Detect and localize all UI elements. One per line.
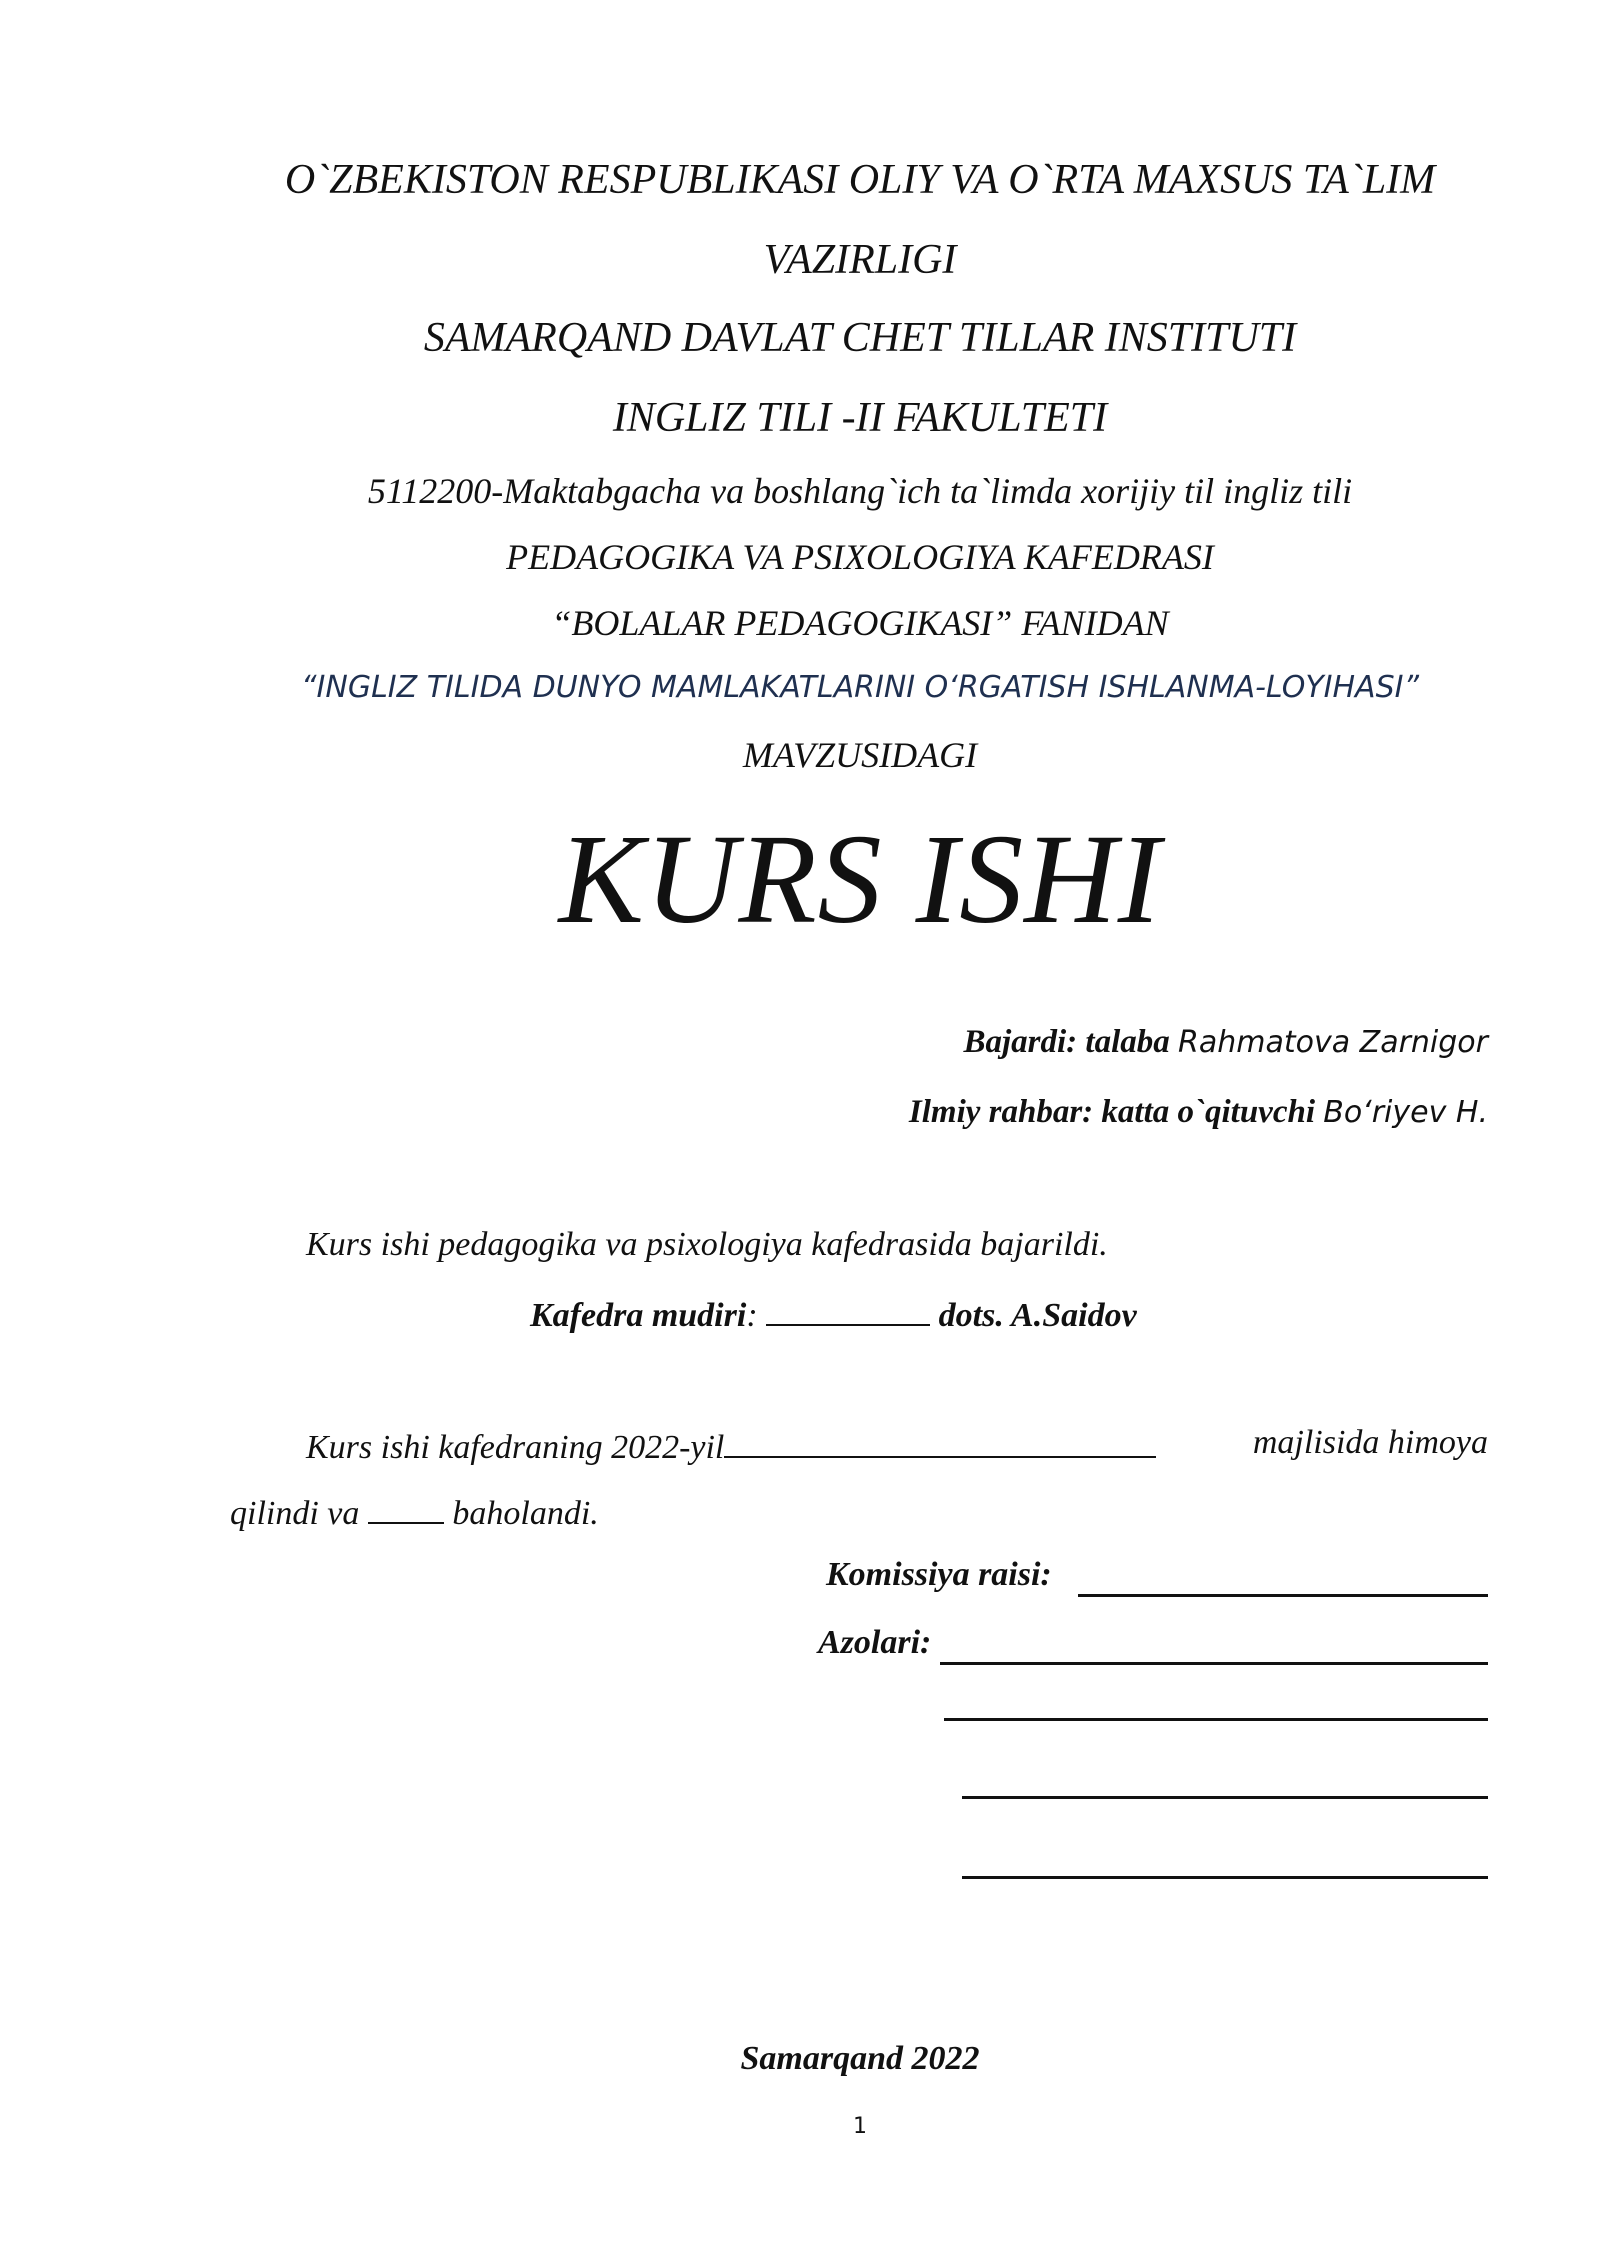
member-signature-line-2 <box>944 1718 1488 1721</box>
member-signature-line-1 <box>940 1662 1488 1665</box>
page-number: 1 <box>853 2114 867 2139</box>
grade-blank <box>368 1490 444 1524</box>
student-name: Rahmatova Zarnigor <box>1178 1025 1488 1060</box>
defense-text-1: Kurs ishi kafedraning 2022-yil <box>306 1429 725 1466</box>
specialty-line: 5112200-Maktabgacha va boshlang`ich ta`limda xorijiy til ingliz tili <box>367 471 1353 511</box>
advisor-label: Ilmiy rahbar: katta o`qituvchi <box>908 1094 1315 1130</box>
topic-line: “INGLIZ TILIDA DUNYO MAMLAKATLARINI O‘RGATISH ISHLANMA-LOYIHASI” <box>300 670 1420 705</box>
department-name: PEDAGOGIKA VA PSIXOLOGIYA KAFEDRASI <box>506 537 1214 577</box>
student-line <box>963 1024 1488 1061</box>
defense-text-part2 <box>230 1490 599 1533</box>
head-name: dots. A.Saidov <box>938 1297 1137 1334</box>
defense-date-blank <box>724 1424 1156 1458</box>
advisor-name: Bo‘riyev H. <box>1323 1095 1488 1130</box>
head-signature-blank <box>766 1292 930 1326</box>
members-label: Azolari: <box>818 1624 932 1661</box>
chair-signature-line <box>1078 1594 1488 1597</box>
head-line <box>530 1292 1137 1335</box>
subject-name: “BOLALAR PEDAGOGIKASI” FANIDAN <box>551 603 1169 643</box>
defense-text-2: majlisida himoya <box>1252 1424 1488 1461</box>
chair-line <box>826 1556 1488 1594</box>
approval-statement: Kurs ishi pedagogika va psixologiya kafedrasida bajarildi. <box>306 1226 1108 1263</box>
topic-suffix: MAVZUSIDAGI <box>742 735 978 775</box>
head-label: Kafedra mudiri <box>530 1297 747 1334</box>
defense-text-3: qilindi va <box>230 1495 360 1532</box>
head-colon: : <box>746 1297 758 1334</box>
member-signature-line-3 <box>962 1796 1488 1799</box>
defense-text-4: baholandi. <box>452 1495 599 1532</box>
document-title: KURS ISHI <box>558 808 1162 950</box>
member-signature-line-4 <box>962 1876 1488 1879</box>
ministry-line-1: O`ZBEKISTON RESPUBLIKASI OLIY VA O`RTA MAXSUS TA`LIM <box>284 157 1436 203</box>
advisor-line <box>909 1094 1488 1131</box>
institute-name: SAMARQAND DAVLAT CHET TILLAR INSTITUTI <box>423 315 1297 361</box>
chair-label: Komissiya raisi: <box>826 1556 1052 1593</box>
ministry-line-2: VAZIRLIGI <box>763 237 957 283</box>
members-line <box>818 1624 1488 1662</box>
faculty-name: INGLIZ TILI -II FAKULTETI <box>612 395 1108 441</box>
student-label: Bajardi: talaba <box>963 1024 1170 1060</box>
city-year: Samarqand 2022 <box>740 2040 980 2077</box>
defense-text-part1 <box>306 1424 1156 1467</box>
